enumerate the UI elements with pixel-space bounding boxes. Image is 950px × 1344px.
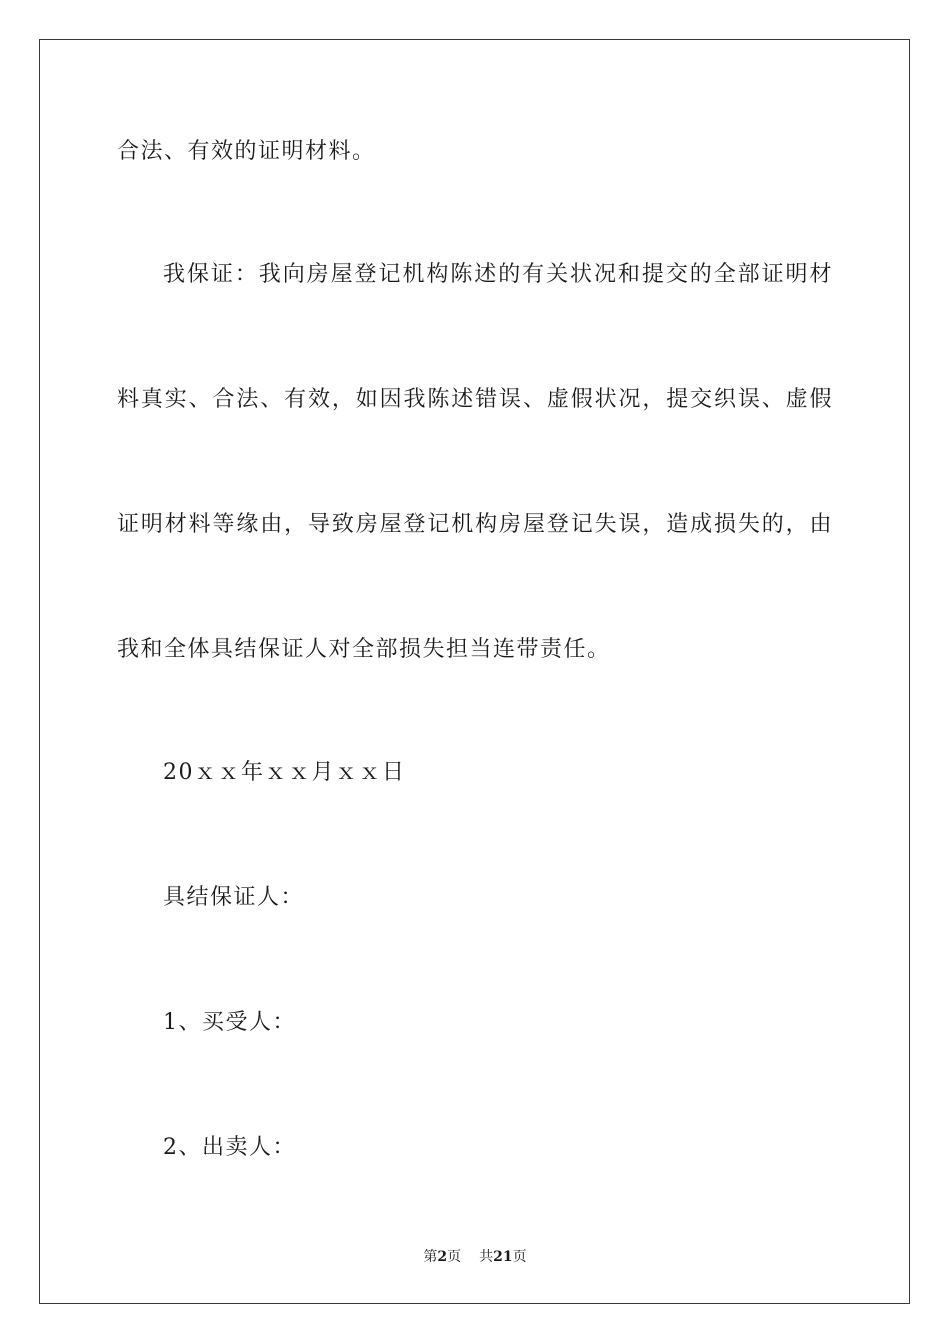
footer-page-number: 2	[437, 1249, 448, 1265]
guarantor-label: 具结保证人：	[163, 885, 305, 910]
date-line: 20ｘｘ年ｘｘ月ｘｘ日	[163, 760, 406, 785]
page-footer	[0, 1248, 950, 1266]
footer-total-number: 21	[493, 1249, 513, 1265]
footer-total-suffix: 页	[512, 1249, 527, 1265]
buyer-label: 1、买受人：	[163, 1010, 296, 1035]
paragraph-guarantee-line-4: 我和全体具结保证人对全部损失担当连带责任。	[117, 637, 611, 662]
body-line-1: 合法、有效的证明材料。	[117, 139, 376, 164]
footer-page-prefix: 第	[423, 1249, 438, 1265]
page-frame	[39, 39, 910, 1304]
seller-label: 2、出卖人：	[163, 1135, 296, 1160]
footer-total-prefix: 共	[479, 1249, 494, 1265]
paragraph-guarantee-line-2: 料真实、合法、有效，如因我陈述错误、虚假状况，提交织误、虚假	[117, 387, 833, 412]
paragraph-guarantee-line-3: 证明材料等缘由，导致房屋登记机构房屋登记失误，造成损失的，由	[117, 512, 833, 537]
paragraph-guarantee-line-1: 我保证：我向房屋登记机构陈述的有关状况和提交的全部证明材	[163, 262, 833, 287]
footer-page-suffix: 页	[447, 1249, 462, 1265]
